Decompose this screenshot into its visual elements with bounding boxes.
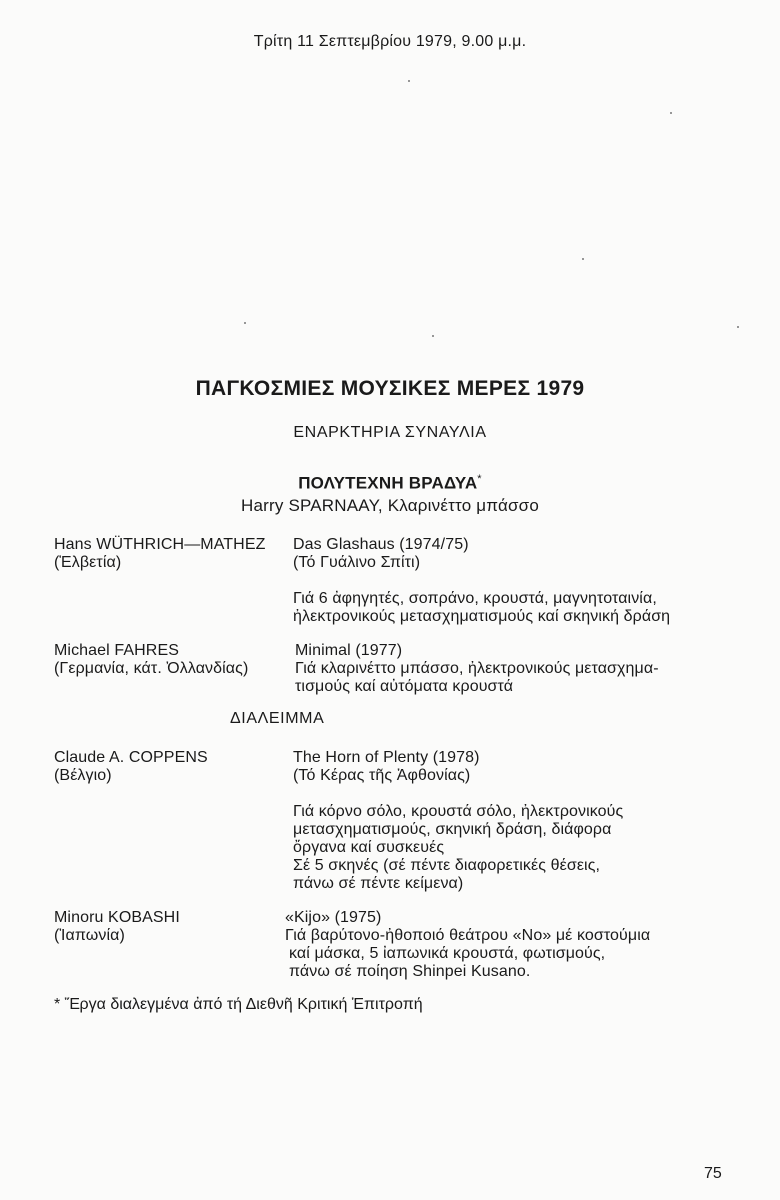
work-title: The Horn of Plenty (1978)	[293, 749, 480, 766]
scan-speck	[582, 258, 584, 260]
work-translation: (Τό Κέρας τῆς Ἀφθονίας)	[293, 767, 471, 784]
scan-speck	[244, 322, 246, 324]
event-title-text: ΠΟΛΥΤΕΧΝΗ ΒΡΑΔΥΑ	[298, 473, 478, 493]
work-description: καί μάσκα, 5 ἰαπωνικά κρουστά, φωτισμούς,	[289, 945, 606, 962]
footnote: * Ἔργα διαλεγμένα ἀπό τή Διεθνῆ Κριτική Ἐπιτροπή	[54, 996, 423, 1013]
page-title: ΠΑΓΚΟΣΜΙΕΣ ΜΟΥΣΙΚΕΣ ΜΕΡΕΣ 1979	[195, 377, 585, 400]
performer-line: Harry SPARNAAY, Κλαρινέττο μπάσσο	[240, 496, 540, 515]
composer-country: (Γερμανία, κάτ. Ὀλλανδίας)	[54, 660, 249, 677]
scan-speck	[670, 112, 672, 114]
scan-speck	[408, 80, 410, 82]
work-description: τισμούς καί αὐτόματα κρουστά	[295, 678, 514, 695]
work-description: ὄργανα καί συσκευές	[293, 839, 445, 856]
work-description: Γιά κλαρινέττο μπάσσο, ἠλεκτρονικούς μετασχημα-	[295, 660, 659, 677]
work-title: «Kijo» (1975)	[285, 909, 382, 926]
work-translation: (Τό Γυάλινο Σπίτι)	[293, 554, 421, 571]
concert-subtitle: ΕΝΑΡΚΤΗΡΙΑ ΣΥΝΑΥΛΙΑ	[293, 424, 487, 441]
scan-speck	[432, 335, 434, 337]
footnote-marker: *	[477, 473, 482, 485]
work-description: ἠλεκτρονικούς μετασχηματισμούς καί σκηνική δράση	[293, 608, 671, 625]
composer-name: Minoru KOBASHI	[54, 909, 180, 926]
composer-country: (Ἰαπωνία)	[54, 927, 125, 944]
interval-label: ΔΙΑΛΕΙΜΜΑ	[230, 710, 325, 727]
event-title	[0, 473, 780, 494]
concert-date: Τρίτη 11 Σεπτεμβρίου 1979, 9.00 μ.μ.	[253, 33, 527, 50]
work-description: Γιά κόρνο σόλο, κρουστά σόλο, ἠλεκτρονικούς	[293, 803, 624, 820]
work-title: Das Glashaus (1974/75)	[293, 536, 469, 553]
page-number: 75	[704, 1165, 722, 1182]
composer-name: Claude A. COPPENS	[54, 749, 208, 766]
work-description: πάνω σέ ποίηση Shinpei Kusano.	[289, 963, 531, 980]
work-description: πάνω σέ πέντε κείμενα)	[293, 875, 464, 892]
composer-name: Michael FAHRES	[54, 642, 179, 659]
scan-speck	[737, 326, 739, 328]
composer-country: (Ἑλβετία)	[54, 554, 122, 571]
work-description: Σέ 5 σκηνές (σέ πέντε διαφορετικές θέσεις,	[293, 857, 601, 874]
work-description: Γιά 6 ἀφηγητές, σοπράνο, κρουστά, μαγνητοταινία,	[293, 590, 657, 607]
work-description: μετασχηματισμούς, σκηνική δράση, διάφορα	[293, 821, 612, 838]
composer-country: (Βέλγιο)	[54, 767, 112, 784]
work-description: Γιά βαρύτονο-ἠθοποιό θεάτρου «Νο» μέ κοστούμια	[285, 927, 651, 944]
work-title: Minimal (1977)	[295, 642, 403, 659]
composer-name: Hans WÜTHRICH—MATHEZ	[54, 536, 266, 553]
